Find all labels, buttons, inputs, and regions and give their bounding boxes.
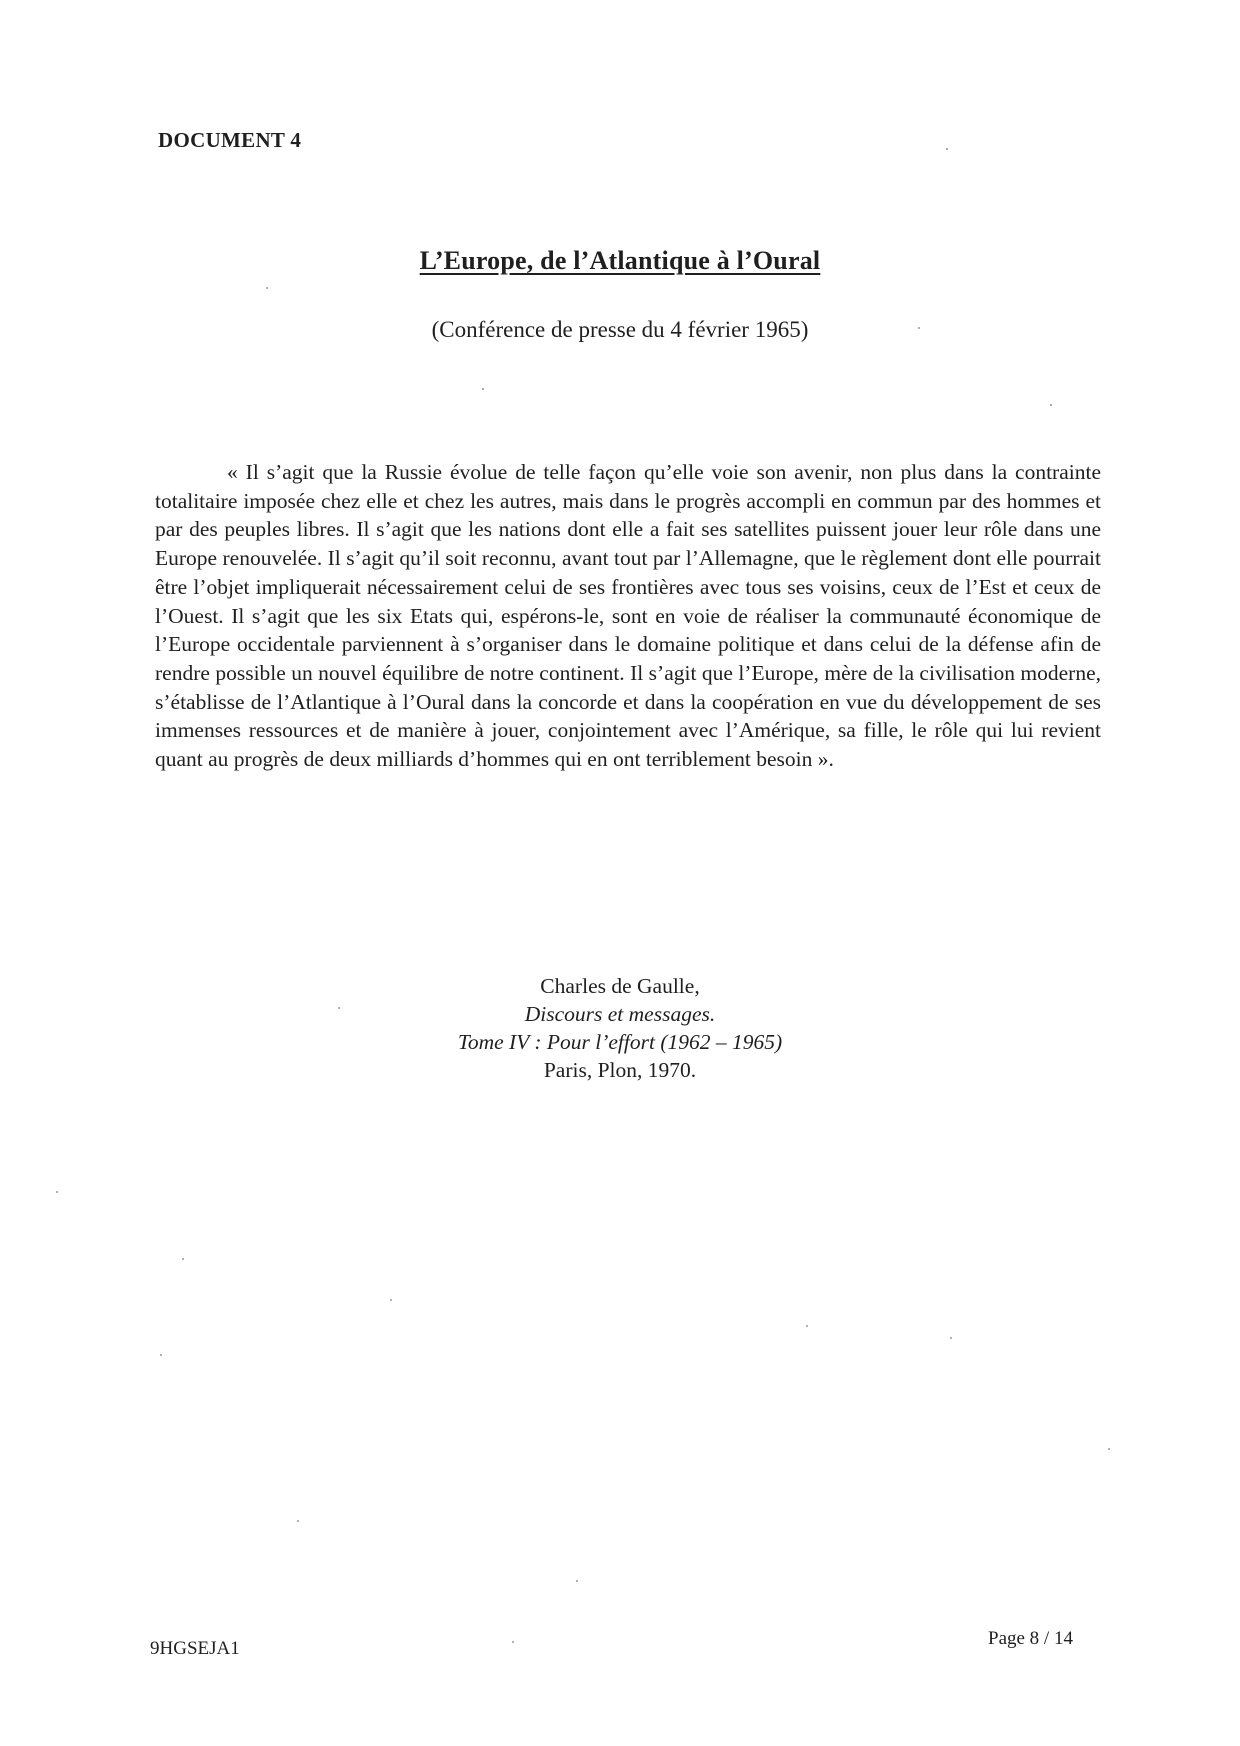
scan-speck bbox=[390, 1299, 392, 1301]
footer-page-number: Page 8 / 14 bbox=[988, 1628, 1073, 1649]
footer-document-code: 9HGSEJA1 bbox=[150, 1638, 240, 1659]
citation-publisher: Paris, Plon, 1970. bbox=[543, 1058, 697, 1082]
scan-speck bbox=[482, 388, 484, 390]
scan-speck bbox=[297, 1520, 299, 1522]
scan-speck bbox=[1050, 404, 1052, 406]
citation-block bbox=[0, 972, 1240, 1084]
document-subtitle: (Conférence de presse du 4 février 1965) bbox=[431, 317, 809, 342]
document-title-wrapper bbox=[0, 246, 1240, 276]
scan-speck bbox=[56, 1191, 58, 1193]
scan-speck bbox=[576, 1580, 578, 1582]
scan-speck bbox=[1108, 1448, 1110, 1450]
scan-speck bbox=[946, 148, 948, 150]
scan-speck bbox=[512, 1641, 514, 1643]
scan-speck bbox=[182, 1258, 184, 1260]
scan-speck bbox=[160, 1354, 162, 1356]
scan-speck bbox=[266, 287, 268, 289]
quote-paragraph: « Il s’agit que la Russie évolue de telle façon qu’elle voie son avenir, non plus dans la contrainte totalitaire imposée chez elle et chez les autres, mais dans le progrès accompli en commun par des hommes et par des peuples libres. Il s’agit que les nations dont elle a fait ses satellites puissent jouer leur rôle dans une Europe renouvelée. Il s’agit qu’il soit reconnu, avant tout par l’Allemagne, que le règlement dont elle pourrait être l’objet impliquerait nécessairement celui de ses frontières avec tous ses voisins, ceux de l’Est et ceux de l’Ouest. Il s’agit que les six Etats qui, espérons-le, sont en voie de réaliser la communauté économique de l’Europe occidentale parviennent à s’organiser dans le domaine politique et dans celui de la défense afin de rendre possible un nouvel équilibre de notre continent. Il s’agit que l’Europe, mère de la civilisation moderne, s’établisse de l’Atlantique à l’Oural dans la concorde et dans la coopération en vue du développement de ses immenses ressources et de manière à jouer, conjointement avec l’Amérique, sa fille, le rôle qui lui revient quant au progrès de deux milliards d’hommes qui en ont terriblement besoin ». bbox=[155, 460, 1101, 772]
citation-author: Charles de Gaulle, bbox=[540, 974, 700, 998]
scan-speck bbox=[806, 1325, 808, 1327]
scan-speck bbox=[918, 327, 920, 329]
citation-work: Discours et messages. bbox=[524, 1002, 716, 1026]
scan-speck bbox=[338, 1007, 340, 1009]
document-title: L’Europe, de l’Atlantique à l’Oural bbox=[419, 246, 821, 275]
citation-volume: Tome IV : Pour l’effort (1962 – 1965) bbox=[457, 1030, 783, 1054]
scan-speck bbox=[950, 1337, 952, 1339]
document-label: DOCUMENT 4 bbox=[158, 128, 302, 152]
